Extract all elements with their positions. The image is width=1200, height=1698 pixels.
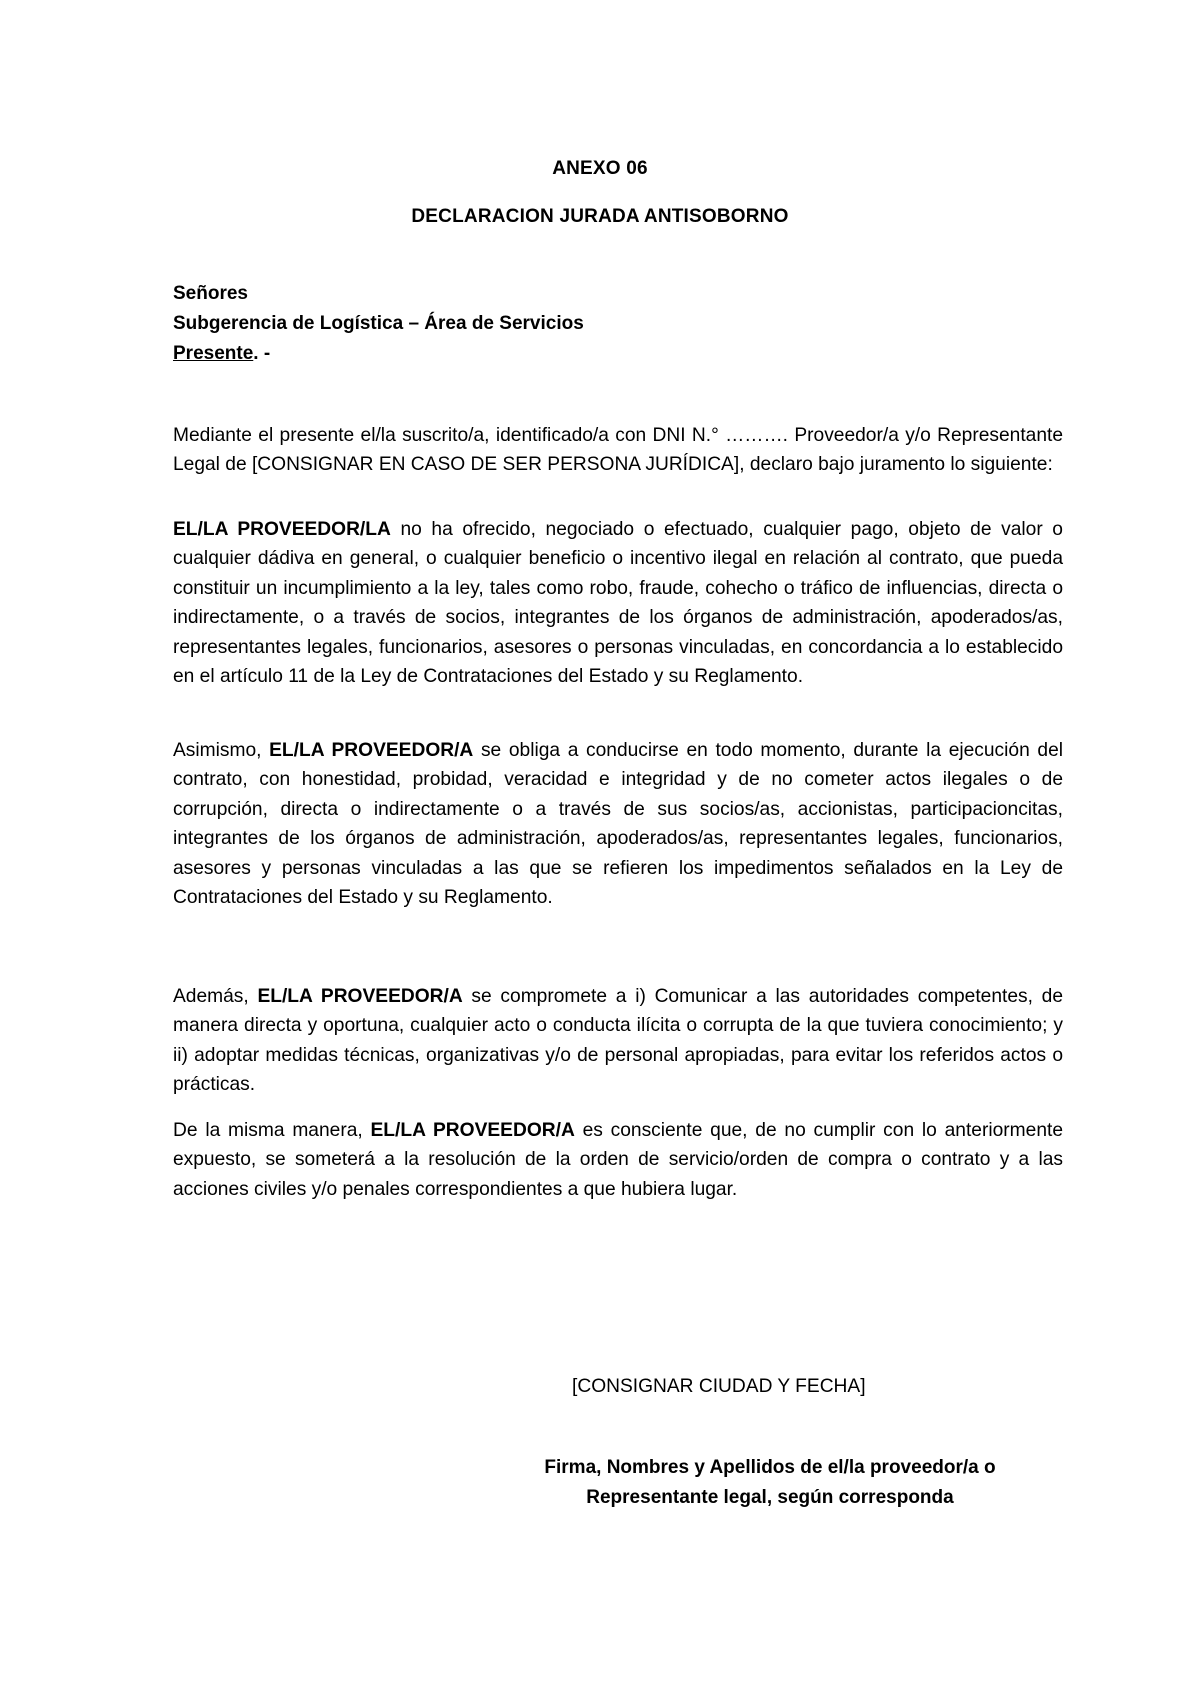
signature-line-1: Firma, Nombres y Apellidos de el/la proveedor/a o xyxy=(544,1457,996,1478)
paragraph-obligation xyxy=(173,736,1063,912)
provider-bold: EL/LA PROVEEDOR/A xyxy=(269,740,474,761)
present-word: Presente xyxy=(173,343,254,364)
provider-bold: EL/LA PROVEEDOR/A xyxy=(370,1120,575,1141)
paragraph-no-bribery xyxy=(173,515,1063,691)
addressee-salutation: Señores xyxy=(173,283,248,304)
paragraph-prefix: De la misma manera, xyxy=(173,1120,371,1141)
addressee-block xyxy=(173,279,1073,369)
paragraph-consequences xyxy=(173,1116,1063,1204)
annex-heading: ANEXO 06 xyxy=(552,158,648,179)
provider-bold: EL/LA PROVEEDOR/A xyxy=(257,986,463,1007)
signature-line-2: Representante legal, según corresponda xyxy=(586,1487,954,1508)
paragraph-text: se compromete a i) Comunicar a las autoridades competentes, de manera directa y oportuna, cualquier acto o conducta ilícita o corrupta de la que tuviera conocimiento; y ii) adoptar medidas técnicas, organizativas y/o de personal apropiadas, para evitar los referidos actos o prácticas. xyxy=(173,986,1063,1096)
paragraph-text: es consciente que, de no cumplir con lo anteriormente expuesto, se someterá a la resolución de la orden de servicio/orden de compra o contrato y a las acciones civiles y/o penales correspondientes a que hubiera lugar. xyxy=(173,1120,1064,1200)
paragraph-prefix: Asimismo, xyxy=(173,740,270,761)
document-title: DECLARACION JURADA ANTISOBORNO xyxy=(411,206,789,227)
paragraph-prefix: Además, xyxy=(173,986,258,1007)
provider-bold: EL/LA PROVEEDOR/LA xyxy=(173,519,391,540)
paragraph-text: se obliga a conducirse en todo momento, durante la ejecución del contrato, con honestidad, probidad, veracidad e integridad y de no cometer actos ilegales o de corrupción, directa o indirectamente o a través de sus socios/as, accionistas, participacioncitas, integrantes de los órganos de administración, apoderados/as, representantes legales, funcionarios, asesores y personas vinculadas a las que se refieren los impedimentos señalados en la Ley de Contrataciones del Estado y su Reglamento. xyxy=(173,740,1064,909)
addressee-department: Subgerencia de Logística – Área de Servicios xyxy=(173,313,584,334)
signature-block xyxy=(470,1453,1070,1513)
present-suffix: . - xyxy=(253,343,271,364)
paragraph-text: no ha ofrecido, negociado o efectuado, cualquier pago, objeto de valor o cualquier dádiva en general, o cualquier beneficio o incentivo ilegal en relación al contrato, que pueda constituir un incumplimiento a la ley, tales como robo, fraude, cohecho o tráfico de influencias, directa o indirectamente, o a través de socios, integrantes de los órganos de administración, apoderados/as, representantes legales, funcionarios, asesores o personas vinculadas, en concordancia a lo establecido en el artículo 11 de la Ley de Contrataciones del Estado y su Reglamento. xyxy=(173,519,1063,688)
addressee-present-line xyxy=(173,339,1073,369)
paragraph-commitment xyxy=(173,982,1063,1100)
city-date-placeholder: [CONSIGNAR CIUDAD Y FECHA] xyxy=(572,1376,866,1397)
paragraph-intro: Mediante el presente el/la suscrito/a, identificado/a con DNI N.° ………. Proveedor/a y/o Representante Legal de [CONSIGNAR EN CASO DE SER PERSONA JURÍDICA], declaro bajo juramento lo siguiente: xyxy=(173,425,1063,476)
